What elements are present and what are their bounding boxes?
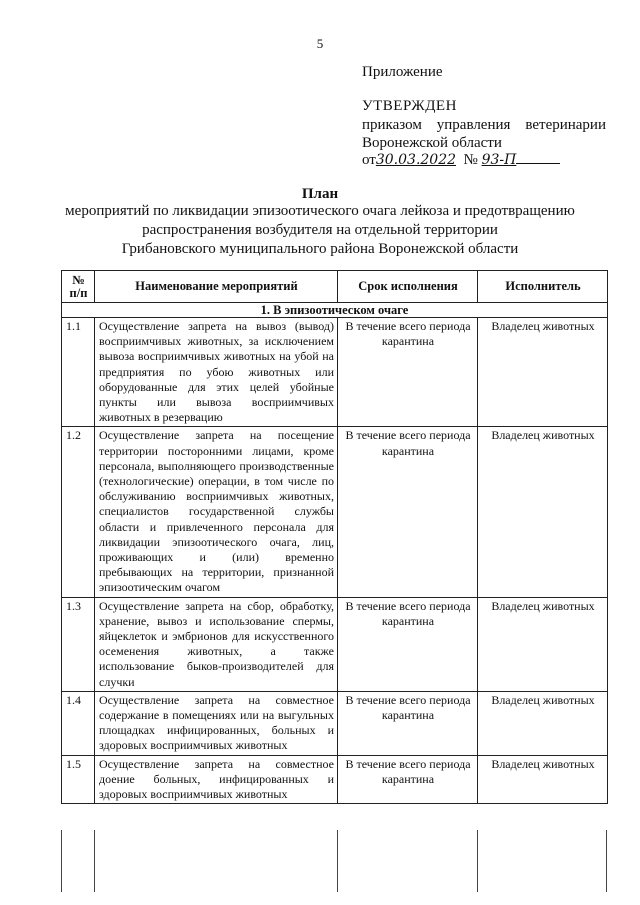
section-title: 1. В эпизоотическом очаге <box>62 303 608 318</box>
row-number: 1.4 <box>62 691 95 755</box>
table-header-row <box>62 271 608 303</box>
row-executor: Владелец животных <box>478 427 608 597</box>
table-row <box>62 427 608 597</box>
approved-label: УТВЕРЖДЕН <box>362 98 457 114</box>
order-line-1: приказом управления ветеринарии <box>362 117 606 133</box>
row-term: В течение всего периода карантина <box>338 318 478 427</box>
row-executor: Владелец животных <box>478 318 608 427</box>
section-row <box>62 303 608 318</box>
row-executor: Владелец животных <box>478 691 608 755</box>
date-prefix: от <box>362 152 376 168</box>
row-number: 1.3 <box>62 597 95 691</box>
row-term: В течение всего периода карантина <box>338 427 478 597</box>
table-border-line <box>61 830 62 892</box>
document-subtitle <box>40 202 600 259</box>
subtitle-line: мероприятий по ликвидации эпизоотического очага лейкоза и предотвращению <box>65 203 575 219</box>
header-executor: Исполнитель <box>478 271 608 303</box>
row-executor: Владелец животных <box>478 755 608 804</box>
table-row <box>62 755 608 804</box>
number-prefix: № <box>463 152 478 168</box>
table-row <box>62 691 608 755</box>
table-row <box>62 597 608 691</box>
subtitle-line: Грибановского муниципального района Воронежской области <box>121 241 519 257</box>
row-term: В течение всего периода карантина <box>338 691 478 755</box>
table-border-line <box>337 830 338 892</box>
order-reference <box>362 116 606 152</box>
row-executor: Владелец животных <box>478 597 608 691</box>
row-term: В течение всего периода карантина <box>338 755 478 804</box>
row-number: 1.2 <box>62 427 95 597</box>
table-row <box>62 318 608 427</box>
header-term: Срок исполнения <box>338 271 478 303</box>
number-value: 93-П <box>481 152 517 168</box>
header-action: Наименование мероприятий <box>95 271 338 303</box>
row-action: Осуществление запрета на сбор, обработку, хранение, вывоз и использование спермы, яйцеклеток и эмбрионов для искусственного осеменения животных, а также использование быков-производителей для случки <box>95 597 338 691</box>
page-number: 5 <box>316 36 324 51</box>
table-border-line <box>94 830 95 892</box>
date-value: 30.03.2022 <box>375 152 457 168</box>
row-action: Осуществление запрета на вывоз (вывод) восприимчивых животных, за исключением вывоза восприимчивых животных на убой на предприятия по убою животных или оборудованные для этих целей убойные пункты или вывоза восприимчивых животных в резервацию <box>95 318 338 427</box>
order-date-line <box>362 152 560 169</box>
row-action: Осуществление запрета на совместное содержание в помещениях или на выгульных площадках инфицированных, больных и здоровых восприимчивых животных <box>95 691 338 755</box>
row-number: 1.1 <box>62 318 95 427</box>
table-border-line <box>477 830 478 892</box>
appendix-label: Приложение <box>362 64 443 80</box>
header-num: № п/п <box>62 271 95 303</box>
row-action: Осуществление запрета на совместное доение больных, инфицированных и здоровых восприимчивых животных <box>95 755 338 804</box>
document-title: План <box>301 186 339 202</box>
subtitle-line: распространения возбудителя на отдельной территории <box>142 222 498 238</box>
row-term: В течение всего периода карантина <box>338 597 478 691</box>
table-border-line <box>606 830 607 892</box>
row-action: Осуществление запрета на посещение территории посторонними лицами, кроме персонала, выполняющего производственные (технологические) операции, в том числе по обслуживанию восприимчивых животных, специалистов государственной службы области и привлеченного персонала для ликвидации эпизоотического очага, лиц, проживающих и (или) временно пребывающих на территории, признанной эпизоотическим очагом <box>95 427 338 597</box>
measures-table <box>61 270 608 804</box>
order-line-2: Воронежской области <box>362 135 502 151</box>
row-number: 1.5 <box>62 755 95 804</box>
